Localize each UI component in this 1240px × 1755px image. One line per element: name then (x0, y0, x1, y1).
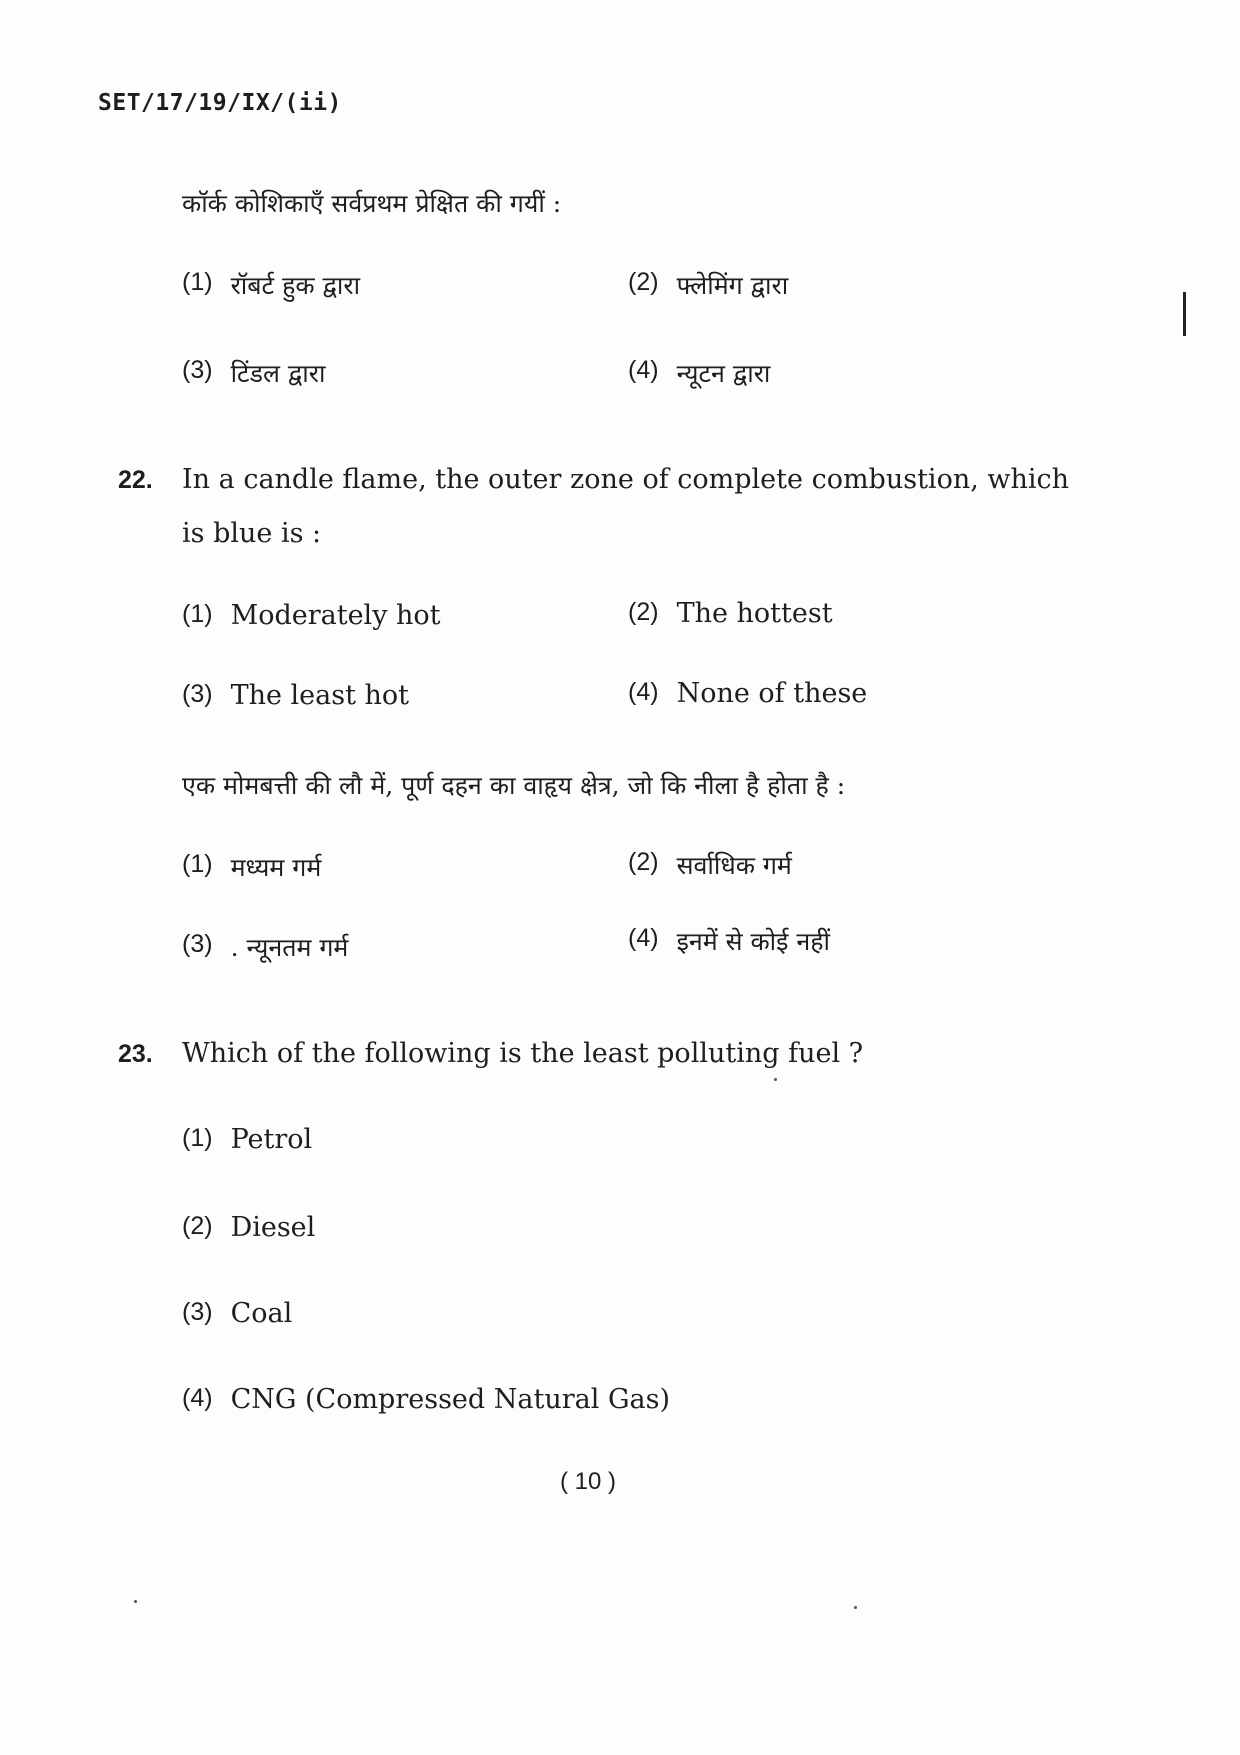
q23-text: Which of the following is the least polluting fuel ? (182, 1038, 864, 1069)
set-code: SET/17/19/IX/(ii) (98, 90, 342, 116)
option-number: (2) (628, 598, 659, 626)
q22-text-line1: In a candle flame, the outer zone of complete combustion, which (182, 464, 1070, 495)
option-text: Coal (230, 1298, 293, 1329)
option-number: (1) (182, 1124, 213, 1152)
margin-mark (1183, 292, 1186, 336)
q22-option-3 (182, 680, 409, 711)
q21-hindi-option-4 (628, 356, 770, 390)
q21-hindi-option-2 (628, 268, 788, 302)
q22-hindi-option-2 (628, 848, 792, 882)
option-text: टिंडल द्वारा (230, 359, 326, 388)
option-text: न्यूटन द्वारा (676, 359, 771, 388)
option-number: (4) (182, 1384, 213, 1412)
page-number: ( 10 ) (560, 1468, 617, 1495)
option-number: (2) (628, 268, 659, 296)
option-text: The least hot (230, 680, 410, 711)
scan-speck (774, 1078, 777, 1081)
option-number: (4) (628, 678, 659, 706)
q23-option-1 (182, 1124, 312, 1155)
option-number: (3) (182, 1298, 213, 1326)
option-number: (2) (182, 1212, 213, 1240)
option-number: (4) (628, 356, 659, 384)
option-text: इनमें से कोई नहीं (676, 927, 830, 956)
q22-hindi-option-1 (182, 850, 321, 884)
option-text: Moderately hot (230, 600, 441, 631)
option-number: (4) (628, 924, 659, 952)
option-text: सर्वाधिक गर्म (676, 851, 792, 880)
q22-hindi-option-4 (628, 924, 830, 958)
q23-option-4 (182, 1384, 670, 1415)
option-text: CNG (Compressed Natural Gas) (230, 1384, 671, 1415)
option-text: फ्लेमिंग द्वारा (676, 271, 789, 300)
option-number: (1) (182, 268, 213, 296)
q22-option-1 (182, 600, 441, 631)
q21-hindi-option-3 (182, 356, 325, 390)
q21-hindi-text: कॉर्क कोशिकाएँ सर्वप्रथम प्रेक्षित की गयीं : (182, 189, 562, 218)
option-number: (1) (182, 600, 213, 628)
option-text: रॉबर्ट हुक द्वारा (230, 271, 361, 300)
option-text: The hottest (676, 598, 833, 629)
q22-option-4 (628, 678, 867, 709)
q22-option-2 (628, 598, 833, 629)
option-text: None of these (676, 678, 868, 709)
option-text: Petrol (230, 1124, 313, 1155)
option-text: . न्यूनतम गर्म (230, 933, 349, 962)
q22-text-line2: is blue is : (182, 518, 322, 549)
q23-option-3 (182, 1298, 292, 1329)
scan-speck (134, 1600, 137, 1603)
scan-speck (854, 1606, 857, 1609)
q22-hindi-option-3 (182, 930, 348, 964)
q22-hindi-text: एक मोमबत्ती की लौ में, पूर्ण दहन का वाहृय क्षेत्र, जो कि नीला है होता है : (182, 771, 846, 800)
q21-hindi-option-1 (182, 268, 360, 302)
option-number: (3) (182, 356, 213, 384)
question-number-22: 22. (118, 466, 153, 494)
option-number: (3) (182, 680, 213, 708)
option-number: (1) (182, 850, 213, 878)
option-text: Diesel (230, 1212, 316, 1243)
option-number: (3) (182, 930, 213, 958)
q23-option-2 (182, 1212, 315, 1243)
question-number-23: 23. (118, 1040, 153, 1068)
option-number: (2) (628, 848, 659, 876)
option-text: मध्यम गर्म (230, 853, 322, 882)
